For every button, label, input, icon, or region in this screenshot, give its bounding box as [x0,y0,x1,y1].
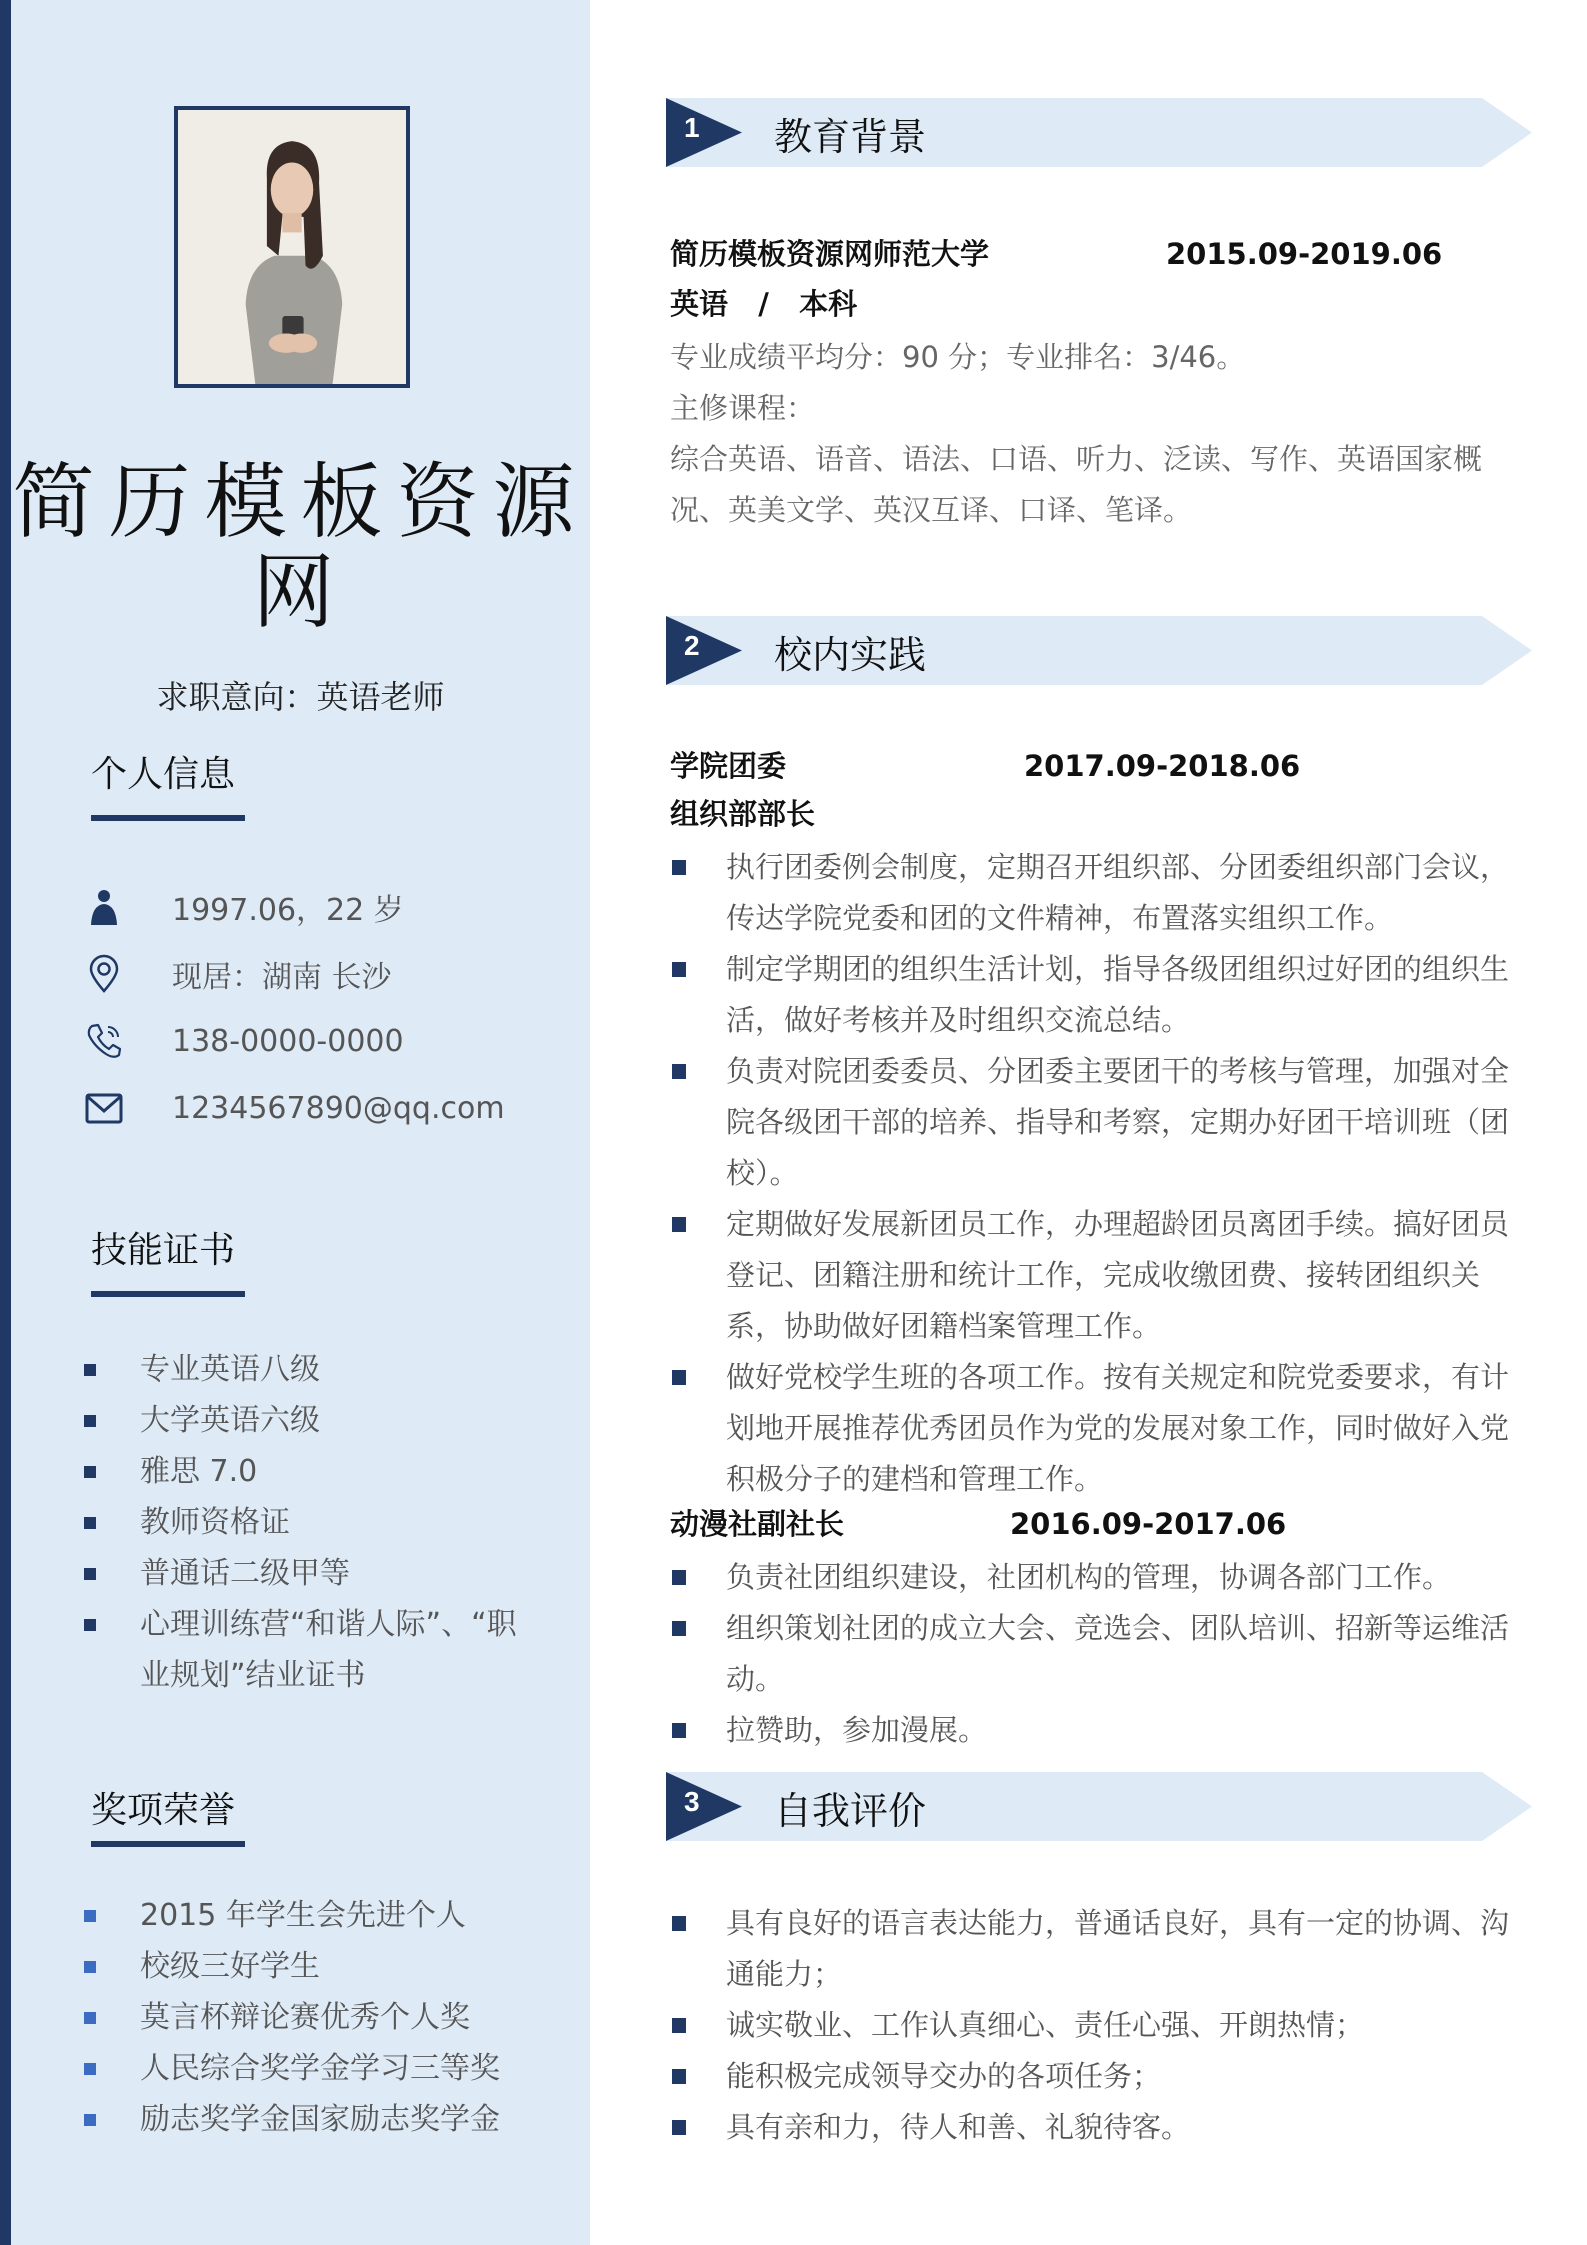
square-bullet-icon [84,1961,96,1973]
square-bullet-icon [672,1570,686,1585]
duties-list [670,842,1530,1505]
list-item: 励志奖学金国家励志奖学金 [84,2094,524,2145]
entry-period: 2017.09-2018.06 [1024,749,1301,783]
list-item: 专业英语八级 [84,1344,524,1395]
list-item: 负责社团组织建设，社团机构的管理，协调各部门工作。 [670,1552,1530,1603]
education-content [670,232,1530,536]
school-name: 简历模板资源网师范大学 [670,237,990,271]
list-item: 大学英语六级 [84,1395,524,1446]
list-item: 心理训练营“和谐人际”、“职业规划”结业证书 [84,1599,524,1701]
person-icon [80,883,128,931]
practice-entry-1 [670,742,1530,1505]
job-intent: 求职意向：英语老师 [156,678,445,716]
awards-list [84,1890,524,2145]
square-bullet-icon [672,962,686,977]
section-title: 校内实践 [774,633,927,677]
courses-label: 主修课程： [670,391,816,425]
list-item: 校级三好学生 [84,1941,524,1992]
info-location [80,950,392,998]
heading-underline [91,1291,245,1297]
section-number: 3 [684,1786,700,1817]
square-bullet-icon [84,2063,96,2075]
square-bullet-icon [672,1621,686,1636]
section-number: 2 [684,630,700,661]
list-item: 诚实敬业、工作认真细心、责任心强、开朗热情； [670,2000,1530,2051]
info-email [80,1084,505,1132]
candidate-name: 简历模板资源网 [12,455,589,640]
mail-icon [80,1084,128,1132]
org-name: 动漫社副社长 [670,1507,845,1541]
list-item: 教师资格证 [84,1497,524,1548]
info-phone [80,1017,404,1065]
location-text: 现居：湖南 长沙 [172,960,392,995]
practice-entry-2 [670,1500,1530,1756]
education-period: 2015.09-2019.06 [1166,237,1443,271]
duties-list [670,1552,1530,1756]
birth-text: 1997.06，22 岁 [172,893,404,928]
list-item: 具有亲和力，待人和善、礼貌待客。 [670,2102,1530,2153]
gpa-text: 专业成绩平均分：90 分；专业排名：3/46。 [670,340,1246,374]
list-item: 拉赞助，参加漫展。 [670,1705,1530,1756]
awards-heading: 奖项荣誉 [91,1790,236,1831]
list-item: 能积极完成领导交办的各项任务； [670,2051,1530,2102]
heading-underline [91,815,245,821]
list-item: 2015 年学生会先进个人 [84,1890,524,1941]
list-item: 雅思 7.0 [84,1446,524,1497]
square-bullet-icon [84,1568,96,1580]
section-title: 自我评价 [774,1789,927,1833]
square-bullet-icon [84,1517,96,1529]
list-item: 组织策划社团的成立大会、竞选会、团队培训、招新等运维活动。 [670,1603,1530,1705]
square-bullet-icon [672,2120,686,2135]
info-birth [80,883,404,931]
square-bullet-icon [84,1415,96,1427]
entry-period: 2016.09-2017.06 [1010,1507,1287,1541]
list-item: 负责对院团委委员、分团委主要团干的考核与管理，加强对全院各级团干部的培养、指导和考察，定期办好团干培训班（团校）。 [670,1046,1530,1199]
left-edge-stripe [0,0,11,2245]
profile-photo [174,106,410,388]
section-banner-education [666,98,1550,167]
skills-heading: 技能证书 [91,1230,236,1271]
list-item: 制定学期团的组织生活计划，指导各级团组织过好团的组织生活，做好考核并及时组织交流总结。 [670,944,1530,1046]
square-bullet-icon [672,1370,686,1385]
square-bullet-icon [84,1466,96,1478]
square-bullet-icon [672,860,686,875]
square-bullet-icon [672,1217,686,1232]
section-banner-self-eval [666,1772,1550,1841]
list-item: 做好党校学生班的各项工作。按有关规定和院党委要求，有计划地开展推荐优秀团员作为党的发展对象工作，同时做好入党积极分子的建档和管理工作。 [670,1352,1530,1505]
phone-icon [80,1017,128,1065]
list-item: 普通话二级甲等 [84,1548,524,1599]
heading-underline [91,1841,245,1847]
major-degree: 英语 / 本科 [670,287,858,321]
square-bullet-icon [672,1723,686,1738]
square-bullet-icon [672,1064,686,1079]
self-eval-content [670,1898,1530,2153]
email-text: 1234567890@qq.com [172,1090,505,1126]
section-title: 教育背景 [774,115,927,159]
personal-info-heading: 个人信息 [91,754,236,795]
section-banner-practice [666,616,1550,685]
square-bullet-icon [84,2012,96,2024]
location-pin-icon [80,950,128,998]
square-bullet-icon [672,2069,686,2084]
square-bullet-icon [84,1910,96,1922]
square-bullet-icon [84,1619,96,1631]
list-item: 执行团委例会制度，定期召开组织部、分团委组织部门会议，传达学院党委和团的文件精神，布置落实组织工作。 [670,842,1530,944]
square-bullet-icon [672,2018,686,2033]
self-eval-list [670,1898,1530,2153]
square-bullet-icon [84,2114,96,2126]
list-item: 人民综合奖学金学习三等奖 [84,2043,524,2094]
list-item: 定期做好发展新团员工作，办理超龄团员离团手续。搞好团员登记、团籍注册和统计工作，完成收缴团费、接转团组织关系，协助做好团籍档案管理工作。 [670,1199,1530,1352]
courses-text: 综合英语、语音、语法、口语、听力、泛读、写作、英语国家概况、英美文学、英汉互译、口译、笔译。 [670,442,1483,527]
section-number: 1 [684,112,700,143]
list-item: 莫言杯辩论赛优秀个人奖 [84,1992,524,2043]
skills-list [84,1344,524,1701]
square-bullet-icon [84,1364,96,1376]
role-title: 组织部部长 [670,797,816,831]
org-name: 学院团委 [670,749,787,783]
square-bullet-icon [672,1916,686,1931]
list-item: 具有良好的语言表达能力，普通话良好，具有一定的协调、沟通能力； [670,1898,1530,2000]
phone-text: 138-0000-0000 [172,1023,404,1059]
